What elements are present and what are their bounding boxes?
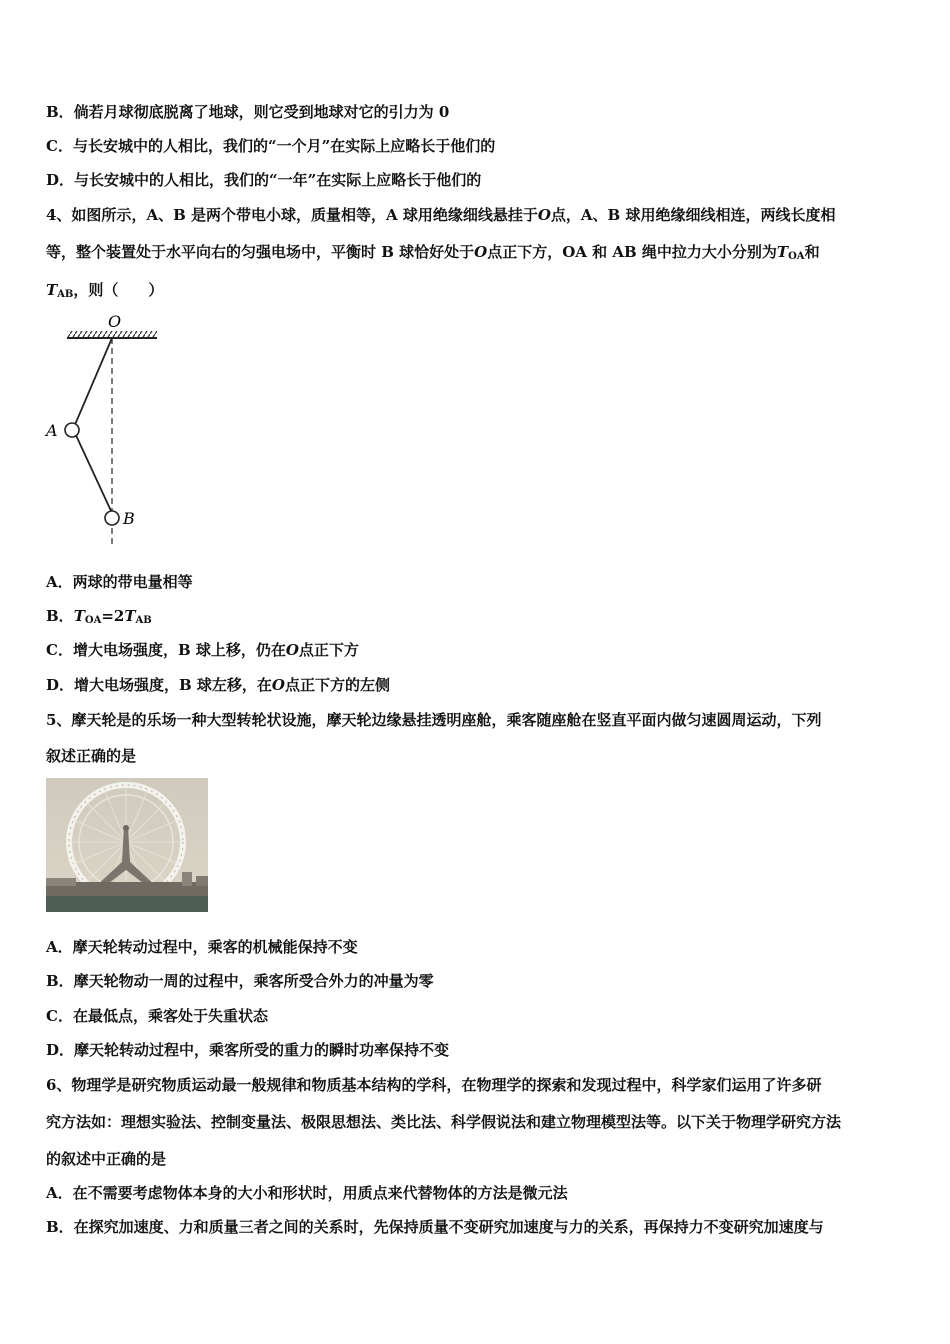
q4-option-b: B．$T_{OA}=2T_{AB}$ <box>46 607 152 626</box>
q6-stem-line3: 的叙述中正确的是 <box>46 1150 167 1168</box>
label-a: A <box>46 421 58 440</box>
q3-option-c: C．与长安城中的人相比，我们的“一个月”在实际上应略长于他们的 <box>46 137 496 155</box>
pendulum-diagram <box>40 310 170 550</box>
label-o: O <box>108 312 122 331</box>
q3-option-b: B．倘若月球彻底脱离了地球，则它受到地球对它的引力为 0 <box>46 103 450 121</box>
q5-stem-line2: 叙述正确的是 <box>46 747 137 765</box>
q4-stem-line2: 等，整个装置处于水平向右的匀强电场中，平衡时 B 球恰好处于O点正下方，OA 和 AB 绳中拉力大小分别为$T_{OA}$和 <box>46 243 820 262</box>
q4-stem-line3: $T_{AB}$，则（ ） <box>46 281 164 300</box>
river <box>46 896 208 912</box>
q4-option-a: A．两球的带电量相等 <box>46 573 193 591</box>
q3-option-d: D．与长安城中的人相比，我们的“一年”在实际上应略长于他们的 <box>46 171 482 189</box>
q5-option-a: A．摩天轮转动过程中，乘客的机械能保持不变 <box>46 938 358 956</box>
ball-a <box>65 423 79 437</box>
string-oa <box>74 338 112 427</box>
q5-stem-line1: 5、摩天轮是的乐场一种大型转轮状设施，摩天轮边缘悬挂透明座舱，乘客随座舱在竖直平面内做匀速圆周运动，下列 <box>46 711 822 729</box>
q6-stem-line1: 6、物理学是研究物质运动最一般规律和物质基本结构的学科，在物理学的探索和发现过程中，科学家们运用了许多研 <box>46 1076 822 1094</box>
label-b: B <box>123 509 135 528</box>
q5-option-c: C．在最低点，乘客处于失重状态 <box>46 1007 268 1025</box>
q6-stem-line2: 究方法如：理想实验法、控制变量法、极限思想法、类比法、科学假说法和建立物理模型法等。以下关于物理学研究方法 <box>46 1113 842 1131</box>
q4-option-d: D．增大电场强度，B 球左移，在O点正下方的左侧 <box>46 676 391 694</box>
q6-option-a: A．在不需要考虑物体本身的大小和形状时，用质点来代替物体的方法是微元法 <box>46 1184 568 1202</box>
q4-stem-line1: 4、如图所示，A、B 是两个带电小球，质量相等，A 球用绝缘细线悬挂于O点，A、B 球用绝缘细线相连，两线长度相 <box>46 206 836 224</box>
q5-option-d: D．摩天轮转动过程中，乘客所受的重力的瞬时功率保持不变 <box>46 1041 450 1059</box>
ceiling-hatch <box>67 331 157 338</box>
ferris-wheel-photo <box>46 778 208 912</box>
q5-option-b: B．摩天轮物动一周的过程中，乘客所受合外力的冲量为零 <box>46 972 434 990</box>
string-ab <box>74 431 112 513</box>
q4-option-c: C．增大电场强度，B 球上移，仍在O点正下方 <box>46 641 359 659</box>
ball-b <box>105 511 119 525</box>
q6-option-b: B．在探究加速度、力和质量三者之间的关系时，先保持质量不变研究加速度与力的关系，再保持力不变研究加速度与 <box>46 1218 824 1236</box>
